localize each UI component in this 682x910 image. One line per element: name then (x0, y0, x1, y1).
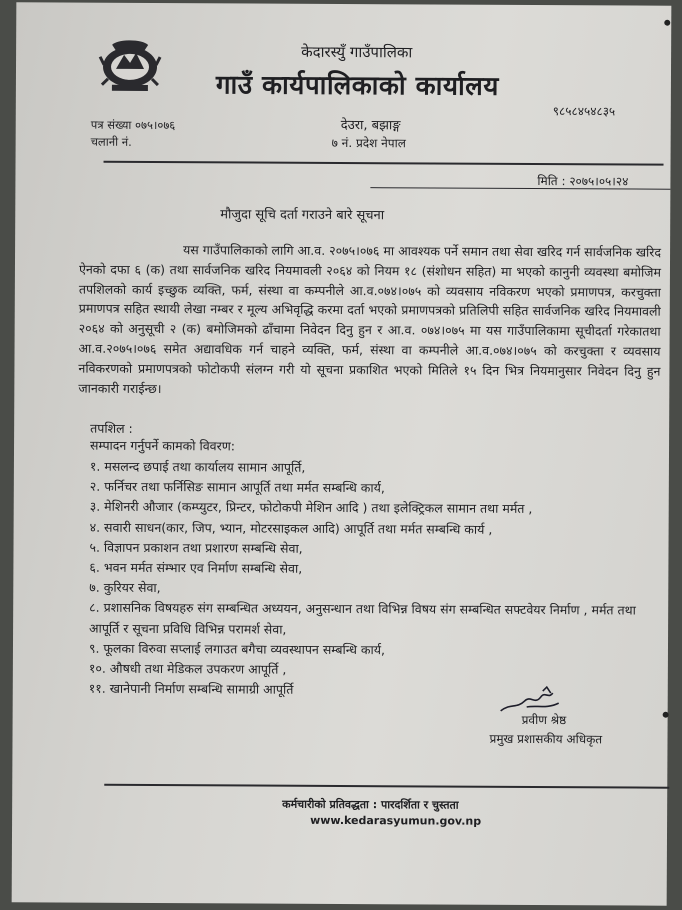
notice-date: मिति : २०७५।०५।२४ (537, 174, 629, 189)
list-item: ९. फूलका विरुवा सप्लाई लगाउत बगैचा व्यवस्थापन सम्बन्धि कार्य, (88, 640, 385, 658)
punch-hole (664, 20, 670, 26)
work-list (89, 457, 670, 702)
office-motto: कर्मचारीको प्रतिवद्धता : पारदर्शिता र चुस्तता (282, 797, 459, 812)
details-label: तपशिल : (90, 420, 133, 436)
office-name: गाउँ कार्यपालिकाको कार्यालय (215, 70, 500, 102)
dispatch-number: चलानी नं. (90, 134, 132, 149)
address-line-1: देउरा, बझाङ्ग (340, 117, 401, 134)
list-item: १०. औषधी तथा मेडिकल उपकरण आपूर्ति , (88, 660, 287, 677)
list-item: ३. मेशिनरी औजार (कम्प्युटर, प्रिन्टर, फोटोकपी मेशिन आदि ) तथा इलेक्ट्रिकल सामान तथा मर्मत , (89, 499, 533, 517)
phone-number: ९८५८४५४८३५ (552, 104, 616, 119)
address-line-2: ७ नं. प्रदेश नेपाल (331, 135, 406, 151)
list-item: १. मसलन्द छपाई तथा कार्यालय सामान आपूर्ति, (89, 458, 306, 475)
signer-title: प्रमुख प्रशासकीय अधिकृत (489, 731, 603, 747)
website-url: www.kedarasyumun.gov.np (310, 813, 482, 828)
list-item: ७. कुरियर सेवा, (89, 579, 161, 596)
punch-hole (663, 712, 669, 718)
signer-name: प्रवीण श्रेष्ठ (521, 712, 567, 728)
nepal-emblem-icon (98, 35, 162, 93)
list-item: ४. सवारी साधन(कार, जिप, भ्यान, मोटरसाइकल आदि) आपूर्ति तथा मर्मत सम्बन्धि कार्य , (89, 519, 493, 537)
notice-paper (12, 2, 672, 905)
letter-number: पत्र संख्या ०७५।०७६ (90, 117, 176, 133)
footer-divider (104, 784, 669, 789)
list-item: ८. प्रशासनिक विषयहरु संग सम्बन्धित अध्ययन, अनुसन्धान तथा विभिन्न विषय संग सम्बन्धित सफ्टवेयर निर्माण , मर्मत तथा आपूर्ति र सूचना प्रविधि विभिन्न परामर्श सेवा, (89, 600, 636, 637)
date-divider (370, 187, 670, 190)
list-item: ११. खानेपानी निर्माण सम्बन्धि सामाग्री आपूर्ति (88, 680, 294, 697)
work-list-heading: सम्पादन गर्नुपर्ने कामको विवरण: (90, 437, 236, 454)
notice-subject: मौजुदा सूचि दर्ता गराउने बारे सूचना (220, 207, 385, 224)
list-item: २. फर्निचर तथा फर्निसिङ सामान आपूर्ति तथा मर्मत सम्बन्धि कार्य, (89, 478, 385, 496)
notice-body: यस गाउँपालिकाको लागि आ.व. २०७५।०७६ मा आवश्यक पर्ने समान तथा सेवा खरिद गर्न सार्वजनिक खरिद ऐनको दफा ६ (क) तथा सार्वजनिक खरिद नियमावली २०६४ को नियम १८ (संशोधन सहित) मा भएको कानुनी व्यवस्था बमोजिम तपशिलको कार्य इच्छुक व्यक्ति, फर्म, संस्था वा कम्पनीले आ.व.०७४।०७५ को व्यवसाय नविकरण भएको प्रमाणपत्र, करचुक्ता प्रमाणपत्र सहित स्थायी लेखा नम्बर र मूल्य अभिवृद्धि करमा दर्ता भएको प्रमाणपत्रको प्रतिलिपी सहित सार्वजनिक खरिद नियमावली २०६४ को अनुसूची २ (क) बमोजिमको ढाँचामा निवेदन दिनु हुन र आ.व. ०७४।०७५ मा यस गाउँपालिकामा सूचीदर्ता गरेकातथा आ.व.२०७५।०७६ समेत अद्यावधिक गर्न चाहने व्यक्ति, फर्म, संस्था वा कम्पनीले आ.व.०७४।०७५ को करचुक्ता र व्यवसाय नविकरणको प्रमाणपत्रको फोटोकपी संलग्न गरी यो सूचना प्रकाशित भएको मितिले १५ दिन भित्र नियमानुसार निवेदन दिनु हुन जानकारी गराईन्छ। (78, 242, 662, 396)
municipality-name: केदारस्युँ गाउँपालिका (301, 42, 413, 62)
list-item: ६. भवन मर्मत संम्भार एव निर्माण सम्बन्धि सेवा, (89, 559, 303, 576)
header-divider (104, 161, 664, 166)
list-item: ५. विज्ञापन प्रकाशन तथा प्रशारण सम्बन्धि सेवा, (89, 539, 303, 556)
